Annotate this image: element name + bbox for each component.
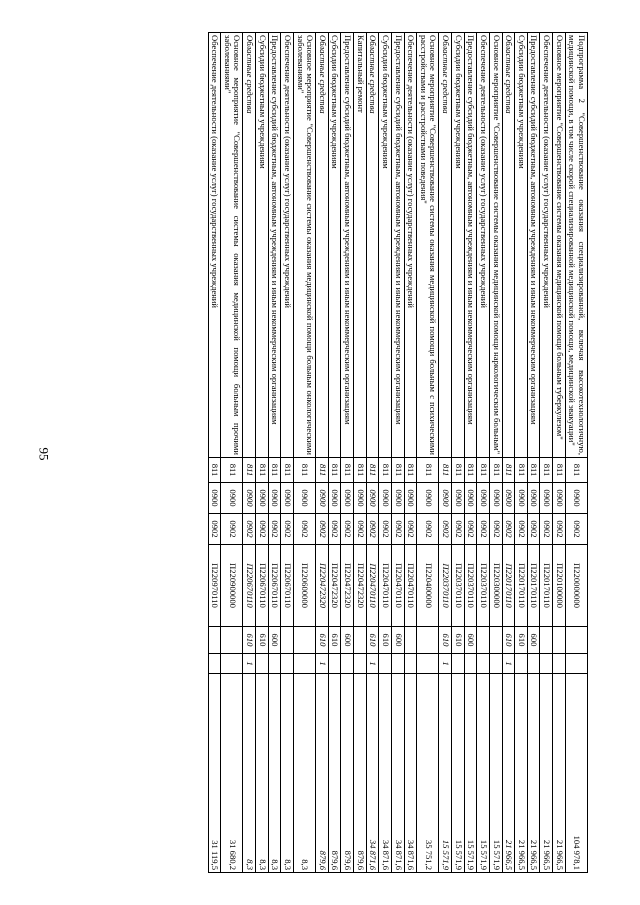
row-dop-cell xyxy=(256,654,269,674)
row-pr-cell: 0902 xyxy=(565,514,587,545)
page-number: 95 xyxy=(36,447,52,461)
row-dop-cell xyxy=(221,654,243,674)
table-row xyxy=(379,33,392,873)
row-rz-cell: 0900 xyxy=(464,483,477,514)
row-pr-cell: 0902 xyxy=(341,514,354,545)
row-ved-cell: 811 xyxy=(452,458,465,483)
row-vr-cell: 610 xyxy=(328,627,341,654)
row-rz-cell: 0900 xyxy=(404,483,417,514)
row-rz-cell: 0900 xyxy=(354,483,367,514)
table-row xyxy=(439,33,452,873)
row-name-cell: Обеспечение деятельности (оказание услуг) государственных учреждений xyxy=(281,33,294,458)
row-csr-cell: П220670110 xyxy=(268,545,281,627)
row-ved-cell: 811 xyxy=(502,458,515,483)
row-name-cell: Областные средства xyxy=(316,33,329,458)
row-pr-cell: 0902 xyxy=(379,514,392,545)
row-name-cell: Субсидии бюджетным учреждениям xyxy=(452,33,465,458)
row-name-cell: Предоставление субсидий бюджетным, автономным учреждениям и иным некоммерческим организациям xyxy=(527,33,540,458)
row-vr-cell xyxy=(417,627,439,654)
row-ved-cell: 811 xyxy=(464,458,477,483)
row-vr-cell xyxy=(540,627,553,654)
row-sum-cell: 15 571,9 xyxy=(439,674,452,873)
row-vr-cell xyxy=(221,627,243,654)
row-dop-cell: 1 xyxy=(439,654,452,674)
row-sum-cell: 879,6 xyxy=(354,674,367,873)
row-ved-cell: 811 xyxy=(553,458,566,483)
row-csr-cell: П220000000 xyxy=(565,545,587,627)
row-ved-cell: 811 xyxy=(316,458,329,483)
row-pr-cell: 0902 xyxy=(502,514,515,545)
row-ved-cell: 811 xyxy=(392,458,405,483)
row-rz-cell: 0900 xyxy=(294,483,316,514)
row-sum-cell: 34 871,6 xyxy=(404,674,417,873)
row-vr-cell xyxy=(565,627,587,654)
table-row xyxy=(281,33,294,873)
row-dop-cell: 1 xyxy=(243,654,256,674)
table-row xyxy=(502,33,515,873)
row-pr-cell: 0902 xyxy=(490,514,503,545)
row-name-cell: Предоставление субсидий бюджетным, автономным учреждениям и иным некоммерческим организациям xyxy=(341,33,354,458)
table-row xyxy=(540,33,553,873)
row-dop-cell xyxy=(404,654,417,674)
row-csr-cell: П220170110 xyxy=(527,545,540,627)
row-pr-cell: 0902 xyxy=(404,514,417,545)
row-rz-cell: 0900 xyxy=(221,483,243,514)
row-ved-cell: 811 xyxy=(354,458,367,483)
table-row xyxy=(294,33,316,873)
row-name-cell: Предоставление субсидий бюджетным, автономным учреждениям и иным некоммерческим организациям xyxy=(464,33,477,458)
row-sum-cell: 21 966,5 xyxy=(540,674,553,873)
row-pr-cell: 0902 xyxy=(417,514,439,545)
row-pr-cell: 0902 xyxy=(281,514,294,545)
row-name-cell: Обеспечение деятельности (оказание услуг) государственных учреждений xyxy=(404,33,417,458)
row-csr-cell: П220472320 xyxy=(328,545,341,627)
table-row xyxy=(404,33,417,873)
table-row xyxy=(366,33,379,873)
row-dop-cell xyxy=(527,654,540,674)
row-csr-cell: П220670110 xyxy=(256,545,269,627)
row-rz-cell: 0900 xyxy=(490,483,503,514)
table-row xyxy=(256,33,269,873)
row-pr-cell: 0902 xyxy=(366,514,379,545)
row-rz-cell: 0900 xyxy=(540,483,553,514)
table-row xyxy=(341,33,354,873)
row-rz-cell: 0900 xyxy=(243,483,256,514)
row-rz-cell: 0900 xyxy=(565,483,587,514)
rotated-page xyxy=(52,32,588,872)
row-rz-cell: 0900 xyxy=(366,483,379,514)
row-name-cell: Предоставление субсидий бюджетным, автономным учреждениям и иным некоммерческим организациям xyxy=(392,33,405,458)
row-dop-cell xyxy=(328,654,341,674)
row-csr-cell: П220370110 xyxy=(452,545,465,627)
row-dop-cell xyxy=(341,654,354,674)
row-csr-cell: П220472320 xyxy=(354,545,367,627)
row-csr-cell: П220470110 xyxy=(379,545,392,627)
row-vr-cell xyxy=(404,627,417,654)
row-dop-cell xyxy=(490,654,503,674)
row-dop-cell xyxy=(208,654,221,674)
row-dop-cell: 1 xyxy=(366,654,379,674)
row-pr-cell: 0902 xyxy=(553,514,566,545)
row-name-cell: Основное мероприятие "Совершенствование системы оказания медицинской помощи больным прочими заболеваниями" xyxy=(221,33,243,458)
row-name-cell: Капитальный ремонт xyxy=(354,33,367,458)
row-pr-cell: 0902 xyxy=(208,514,221,545)
row-ved-cell: 811 xyxy=(439,458,452,483)
row-dop-cell xyxy=(515,654,528,674)
row-ved-cell: 811 xyxy=(404,458,417,483)
row-csr-cell: П220170110 xyxy=(540,545,553,627)
row-rz-cell: 0900 xyxy=(452,483,465,514)
table-row xyxy=(243,33,256,873)
row-ved-cell: 811 xyxy=(281,458,294,483)
row-pr-cell: 0902 xyxy=(527,514,540,545)
row-vr-cell xyxy=(477,627,490,654)
row-sum-cell: 35 751,2 xyxy=(417,674,439,873)
row-sum-cell: 15 571,9 xyxy=(464,674,477,873)
row-dop-cell xyxy=(477,654,490,674)
row-rz-cell: 0900 xyxy=(515,483,528,514)
row-name-cell: Субсидии бюджетным учреждениям xyxy=(379,33,392,458)
row-vr-cell xyxy=(208,627,221,654)
row-ved-cell: 811 xyxy=(565,458,587,483)
row-name-cell: Областные средства xyxy=(439,33,452,458)
row-vr-cell: 600 xyxy=(341,627,354,654)
row-name-cell: Подпрограмма 2 "Совершенствование оказания специализированной, включая высокотехнологичную, медицинской помощи, в том числе скорой специализированной медицинской помощи, медицинской эвакуации" xyxy=(565,33,587,458)
row-pr-cell: 0902 xyxy=(477,514,490,545)
row-sum-cell: 31 119,5 xyxy=(208,674,221,873)
table-row xyxy=(464,33,477,873)
row-vr-cell: 610 xyxy=(256,627,269,654)
row-vr-cell: 600 xyxy=(392,627,405,654)
row-rz-cell: 0900 xyxy=(341,483,354,514)
table-row xyxy=(477,33,490,873)
row-rz-cell: 0900 xyxy=(256,483,269,514)
row-sum-cell: 8,3 xyxy=(281,674,294,873)
row-sum-cell: 879,6 xyxy=(316,674,329,873)
row-csr-cell: П220472320 xyxy=(341,545,354,627)
row-name-cell: Основное мероприятие "Совершенствование системы оказания медицинской помощи больным с психическими расстройствами и расстройствами поведения" xyxy=(417,33,439,458)
row-csr-cell: П220400000 xyxy=(417,545,439,627)
row-name-cell: Обеспечение деятельности (оказание услуг) государственных учреждений xyxy=(540,33,553,458)
row-pr-cell: 0902 xyxy=(221,514,243,545)
row-pr-cell: 0902 xyxy=(540,514,553,545)
table-row xyxy=(490,33,503,873)
row-name-cell: Основное мероприятие "Совершенствование системы оказания медицинской помощи наркологическим больным" xyxy=(490,33,503,458)
table-row xyxy=(316,33,329,873)
row-vr-cell xyxy=(294,627,316,654)
row-sum-cell: 15 571,9 xyxy=(490,674,503,873)
table-row xyxy=(221,33,243,873)
table-row xyxy=(354,33,367,873)
row-sum-cell: 21 966,5 xyxy=(502,674,515,873)
row-dop-cell xyxy=(294,654,316,674)
row-csr-cell: П220370110 xyxy=(464,545,477,627)
row-dop-cell xyxy=(565,654,587,674)
table-row xyxy=(527,33,540,873)
row-pr-cell: 0902 xyxy=(328,514,341,545)
row-pr-cell: 0902 xyxy=(439,514,452,545)
table-row xyxy=(565,33,587,873)
row-ved-cell: 811 xyxy=(515,458,528,483)
row-sum-cell: 34 871,6 xyxy=(366,674,379,873)
row-vr-cell: 610 xyxy=(439,627,452,654)
row-rz-cell: 0900 xyxy=(208,483,221,514)
row-rz-cell: 0900 xyxy=(379,483,392,514)
row-ved-cell: 811 xyxy=(268,458,281,483)
row-ved-cell: 811 xyxy=(341,458,354,483)
table-row xyxy=(417,33,439,873)
row-csr-cell: П220300000 xyxy=(490,545,503,627)
row-dop-cell xyxy=(392,654,405,674)
row-ved-cell: 811 xyxy=(366,458,379,483)
row-csr-cell: П220970110 xyxy=(208,545,221,627)
row-dop-cell xyxy=(452,654,465,674)
row-dop-cell xyxy=(281,654,294,674)
table-row xyxy=(208,33,221,873)
row-sum-cell: 8,3 xyxy=(256,674,269,873)
row-vr-cell: 610 xyxy=(379,627,392,654)
row-pr-cell: 0902 xyxy=(294,514,316,545)
row-ved-cell: 811 xyxy=(417,458,439,483)
row-vr-cell xyxy=(354,627,367,654)
row-dop-cell: 1 xyxy=(502,654,515,674)
row-dop-cell xyxy=(268,654,281,674)
row-csr-cell: П220670110 xyxy=(243,545,256,627)
row-name-cell: Предоставление субсидий бюджетным, автономным учреждениям и иным некоммерческим организациям xyxy=(268,33,281,458)
row-csr-cell: П220470110 xyxy=(366,545,379,627)
row-name-cell: Областные средства xyxy=(243,33,256,458)
row-name-cell: Субсидии бюджетным учреждениям xyxy=(256,33,269,458)
row-csr-cell: П220600000 xyxy=(294,545,316,627)
row-sum-cell: 21 966,5 xyxy=(527,674,540,873)
row-sum-cell: 21 966,5 xyxy=(553,674,566,873)
row-vr-cell xyxy=(490,627,503,654)
row-csr-cell: П220470110 xyxy=(392,545,405,627)
row-name-cell: Обеспечение деятельности (оказание услуг) государственных учреждений xyxy=(208,33,221,458)
row-dop-cell xyxy=(464,654,477,674)
row-rz-cell: 0900 xyxy=(477,483,490,514)
row-csr-cell: П220370110 xyxy=(439,545,452,627)
table-row xyxy=(452,33,465,873)
row-rz-cell: 0900 xyxy=(328,483,341,514)
row-vr-cell: 610 xyxy=(366,627,379,654)
row-ved-cell: 811 xyxy=(294,458,316,483)
row-pr-cell: 0902 xyxy=(268,514,281,545)
row-sum-cell: 15 571,9 xyxy=(477,674,490,873)
row-vr-cell xyxy=(281,627,294,654)
table-row xyxy=(328,33,341,873)
budget-table xyxy=(208,32,588,873)
row-ved-cell: 811 xyxy=(328,458,341,483)
row-ved-cell: 811 xyxy=(221,458,243,483)
row-csr-cell: П220670110 xyxy=(281,545,294,627)
row-vr-cell: 610 xyxy=(243,627,256,654)
row-rz-cell: 0900 xyxy=(502,483,515,514)
row-rz-cell: 0900 xyxy=(553,483,566,514)
row-name-cell: Обеспечение деятельности (оказание услуг) государственных учреждений xyxy=(477,33,490,458)
row-pr-cell: 0902 xyxy=(354,514,367,545)
row-ved-cell: 811 xyxy=(540,458,553,483)
row-rz-cell: 0900 xyxy=(439,483,452,514)
row-sum-cell: 15 571,9 xyxy=(452,674,465,873)
row-sum-cell: 34 871,6 xyxy=(392,674,405,873)
row-ved-cell: 811 xyxy=(477,458,490,483)
row-dop-cell xyxy=(540,654,553,674)
row-rz-cell: 0900 xyxy=(527,483,540,514)
row-vr-cell: 610 xyxy=(452,627,465,654)
row-name-cell: Основное мероприятие "Совершенствование системы оказания медицинской помощи больным онкологическими заболеваниями" xyxy=(294,33,316,458)
row-sum-cell: 8,3 xyxy=(243,674,256,873)
row-pr-cell: 0902 xyxy=(243,514,256,545)
row-sum-cell: 8,3 xyxy=(294,674,316,873)
row-dop-cell: 1 xyxy=(316,654,329,674)
table-row xyxy=(553,33,566,873)
row-csr-cell: П220170110 xyxy=(515,545,528,627)
row-ved-cell: 811 xyxy=(256,458,269,483)
row-vr-cell: 600 xyxy=(268,627,281,654)
row-ved-cell: 811 xyxy=(379,458,392,483)
row-csr-cell: П220100000 xyxy=(553,545,566,627)
row-name-cell: Основное мероприятие "Совершенствование системы оказания медицинской помощи больным туберкулезом" xyxy=(553,33,566,458)
row-csr-cell: П220170110 xyxy=(502,545,515,627)
row-vr-cell: 600 xyxy=(527,627,540,654)
row-ved-cell: 811 xyxy=(490,458,503,483)
row-rz-cell: 0900 xyxy=(316,483,329,514)
row-vr-cell: 610 xyxy=(502,627,515,654)
row-dop-cell xyxy=(379,654,392,674)
row-dop-cell xyxy=(354,654,367,674)
row-pr-cell: 0902 xyxy=(316,514,329,545)
row-pr-cell: 0902 xyxy=(392,514,405,545)
row-name-cell: Субсидии бюджетным учреждениям xyxy=(515,33,528,458)
row-vr-cell: 600 xyxy=(464,627,477,654)
row-csr-cell: П220470110 xyxy=(404,545,417,627)
row-csr-cell: П220472320 xyxy=(316,545,329,627)
row-name-cell: Областные средства xyxy=(502,33,515,458)
row-pr-cell: 0902 xyxy=(452,514,465,545)
row-pr-cell: 0902 xyxy=(464,514,477,545)
row-rz-cell: 0900 xyxy=(268,483,281,514)
row-ved-cell: 811 xyxy=(208,458,221,483)
row-rz-cell: 0900 xyxy=(392,483,405,514)
row-sum-cell: 21 966,5 xyxy=(515,674,528,873)
row-vr-cell xyxy=(553,627,566,654)
row-sum-cell: 879,6 xyxy=(341,674,354,873)
row-pr-cell: 0902 xyxy=(515,514,528,545)
row-pr-cell: 0902 xyxy=(256,514,269,545)
row-dop-cell xyxy=(417,654,439,674)
row-vr-cell: 610 xyxy=(316,627,329,654)
row-dop-cell xyxy=(553,654,566,674)
row-ved-cell: 811 xyxy=(243,458,256,483)
row-sum-cell: 104 978,1 xyxy=(565,674,587,873)
row-rz-cell: 0900 xyxy=(417,483,439,514)
table-row xyxy=(515,33,528,873)
row-ved-cell: 811 xyxy=(527,458,540,483)
row-name-cell: Субсидии бюджетным учреждениям xyxy=(328,33,341,458)
row-sum-cell: 879,6 xyxy=(328,674,341,873)
row-sum-cell: 34 871,6 xyxy=(379,674,392,873)
row-vr-cell: 610 xyxy=(515,627,528,654)
table-row xyxy=(268,33,281,873)
row-csr-cell: П220370110 xyxy=(477,545,490,627)
row-sum-cell: 31 680,2 xyxy=(221,674,243,873)
row-sum-cell: 8,3 xyxy=(268,674,281,873)
table-row xyxy=(392,33,405,873)
row-csr-cell: П220900000 xyxy=(221,545,243,627)
row-name-cell: Областные средства xyxy=(366,33,379,458)
table-body xyxy=(208,33,587,873)
row-rz-cell: 0900 xyxy=(281,483,294,514)
